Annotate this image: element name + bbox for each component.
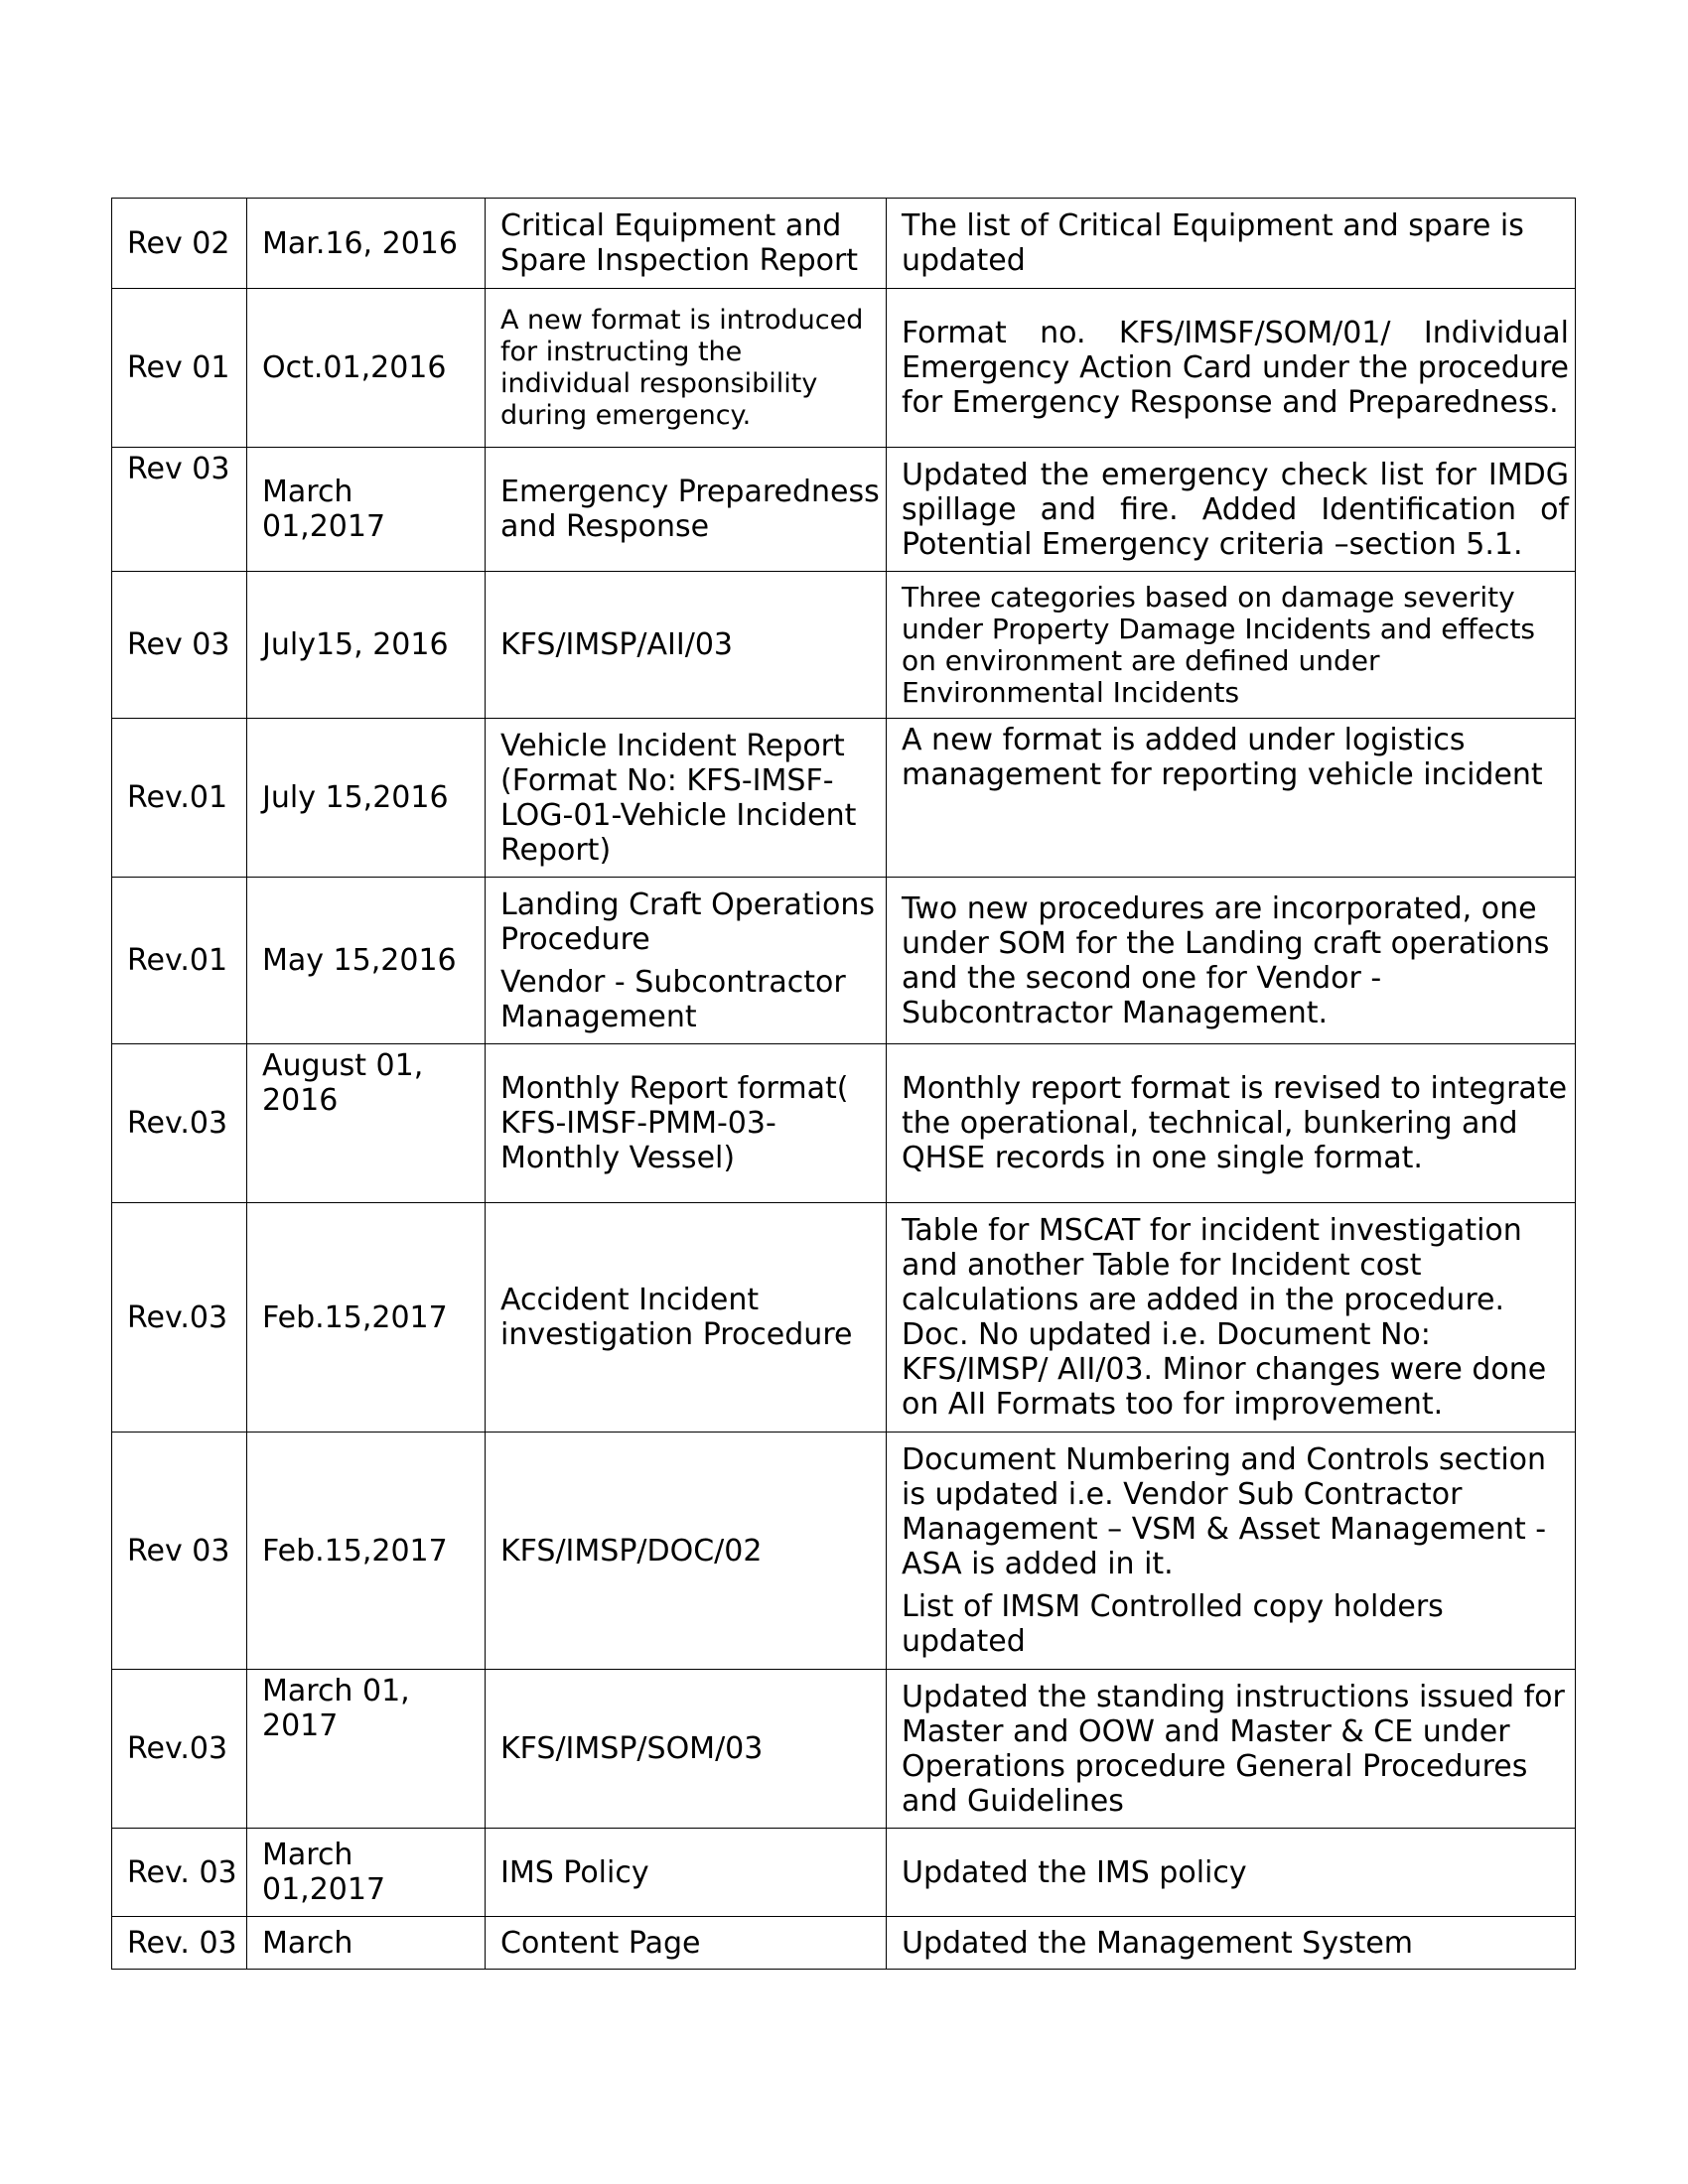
details-cell (887, 719, 1576, 878)
document-cell: Critical Equipment and Spare Inspection Report (486, 199, 887, 289)
document-text: Vendor - Subcontractor Management (500, 964, 846, 1034)
document-cell: KFS/IMSP/DOC/02 (486, 1433, 887, 1670)
revision-cell: Rev 03 (112, 1433, 247, 1670)
date-cell: Oct.01,2016 (247, 289, 486, 448)
table-row (112, 448, 1576, 572)
revision-cell: Rev. 03 (112, 1917, 247, 1970)
date-cell: Mar.16, 2016 (247, 199, 486, 289)
details-text: Table for MSCAT for incident investigation and another Table for Incident cost calculations are added in the procedure. Doc. No updated i.e. Document No: KFS/IMSP/ AII/03. Minor changes were done on AII Formats too for improvement. (902, 1213, 1547, 1422)
table-row (112, 199, 1576, 289)
revision-cell: Rev.03 (112, 1670, 247, 1829)
details-text: List of IMSM Controlled copy holders updated (902, 1589, 1444, 1659)
details-text: Updated the Management System (902, 1925, 1414, 1961)
revision-cell: Rev 02 (112, 199, 247, 289)
details-cell (887, 1670, 1576, 1829)
table-row (112, 1433, 1576, 1670)
document-cell: KFS/IMSP/SOM/03 (486, 1670, 887, 1829)
date-cell: Feb.15,2017 (247, 1433, 486, 1670)
details-cell (887, 199, 1576, 289)
table-row (112, 572, 1576, 719)
details-cell (887, 1203, 1576, 1433)
details-cell (887, 572, 1576, 719)
details-text: Updated the IMS policy (902, 1854, 1247, 1890)
details-cell (887, 878, 1576, 1044)
revision-cell: Rev. 03 (112, 1829, 247, 1917)
document-cell: Vehicle Incident Report (Format No: KFS-IMSF-LOG-01-Vehicle Incident Report) (486, 719, 887, 878)
details-text: Monthly report format is revised to integrate the operational, technical, bunkering and QHSE records in one single format. (902, 1071, 1568, 1175)
details-text: Format no. KFS/IMSF/SOM/01/ Individual Emergency Action Card under the procedure for Emergency Response and Preparedness. (902, 316, 1569, 420)
table-row (112, 878, 1576, 1044)
date-cell: March 01, 2017 (247, 1670, 486, 1829)
details-text: A new format is added under logistics management for reporting vehicle incident (902, 723, 1543, 792)
date-cell: July 15,2016 (247, 719, 486, 878)
details-cell (887, 448, 1576, 572)
details-text: Updated the standing instructions issued for Master and OOW and Master & CE under Operations procedure General Procedures and Guidelines (902, 1679, 1565, 1819)
document-cell (486, 878, 887, 1044)
document-cell: KFS/IMSP/AII/03 (486, 572, 887, 719)
document-cell: Monthly Report format( KFS-IMSF-PMM-03-Monthly Vessel) (486, 1044, 887, 1203)
table-row (112, 1670, 1576, 1829)
document-text: Landing Craft Operations Procedure (500, 887, 876, 957)
details-text: Three categories based on damage severity under Property Damage Incidents and effects on environment are defined under Environmental Incidents (902, 580, 1536, 709)
revision-history-table (111, 198, 1576, 1970)
revision-cell: Rev.03 (112, 1044, 247, 1203)
document-cell: IMS Policy (486, 1829, 887, 1917)
revision-cell: Rev.01 (112, 719, 247, 878)
details-cell (887, 1044, 1576, 1203)
table-row (112, 719, 1576, 878)
details-text: Two new procedures are incorporated, one under SOM for the Landing craft operations and the second one for Vendor - Subcontractor Management. (902, 890, 1550, 1030)
table-row (112, 1203, 1576, 1433)
document-cell: A new format is introduced for instructing the individual responsibility during emergency. (486, 289, 887, 448)
revision-cell: Rev.03 (112, 1203, 247, 1433)
details-cell (887, 1917, 1576, 1970)
document-cell: Content Page (486, 1917, 887, 1970)
table-row (112, 1917, 1576, 1970)
details-text: Document Numbering and Controls section is updated i.e. Vendor Sub Contractor Management – VSM & Asset Management - ASA is added in it. (902, 1442, 1547, 1581)
table-row (112, 1044, 1576, 1203)
table-row (112, 289, 1576, 448)
details-cell (887, 289, 1576, 448)
date-cell: March 01,2017 (247, 1829, 486, 1917)
date-cell: Feb.15,2017 (247, 1203, 486, 1433)
table-row (112, 1829, 1576, 1917)
date-cell: August 01, 2016 (247, 1044, 486, 1203)
details-cell (887, 1829, 1576, 1917)
document-cell: Emergency Preparedness and Response (486, 448, 887, 572)
revision-cell: Rev.01 (112, 878, 247, 1044)
date-cell: March 01,2017 (247, 448, 486, 572)
date-cell: May 15,2016 (247, 878, 486, 1044)
date-cell: March (247, 1917, 486, 1970)
document-cell: Accident Incident investigation Procedure (486, 1203, 887, 1433)
date-cell: July15, 2016 (247, 572, 486, 719)
details-text: The list of Critical Equipment and spare is updated (902, 208, 1524, 278)
revision-cell: Rev 01 (112, 289, 247, 448)
details-cell (887, 1433, 1576, 1670)
revision-cell: Rev 03 (112, 448, 247, 572)
revision-cell: Rev 03 (112, 572, 247, 719)
details-text: Updated the emergency check list for IMDG spillage and fire. Added Identification of Potential Emergency criteria –section 5.1. (902, 457, 1569, 562)
